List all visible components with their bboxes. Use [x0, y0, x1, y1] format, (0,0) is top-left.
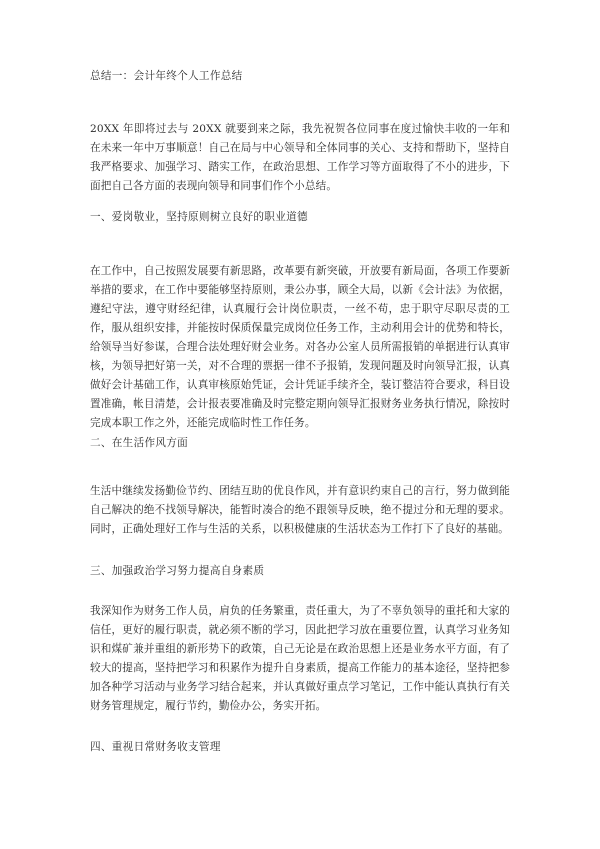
section-3-paragraph: 我深知作为财务工作人员，肩负的任务繁重，责任重大，为了不辜负领导的重托和大家的信任，更好的履行职责，就必须不断的学习，因此把学习放在重要位置，认真学习业务知识和煤矿兼并重组的新形势下的政策，自己无论是在政治思想上还是业务水平方面，有了较大的提高，坚持把学习和积累作为提升自身素质，提高工作能力的基本途径，坚持把参加各种学习活动与业务学习结合起来，并认真做好重点学习笔记，工作中能认真执行有关财务管理规定，履行节约，勤俭办公，务实开拓。 [90, 605, 510, 712]
section-1-paragraph: 在工作中，自己按照发展要有新思路，改革要有新突破，开放要有新局面，各项工作要新举措的要求，在工作中要能够坚持原则，秉公办事，顾全大局，以新《会计法》为依据，遵纪守法，遵守财经纪律，认真履行会计岗位职责，一丝不苟，忠于职守尽职尽责的工作，服从组织安排，并能按时保质保量完成岗位任务工作，主动利用会计的优势和特长，给领导当好参谋，合理合法处理好财会业务。对各办公室人员所需报销的单据进行认真审核，为领导把好第一关，对不合理的票据一律不予报销，发现问题及时向领导汇报，认真做好会计基础工作，认真审核原始凭证，会计凭证手续齐全，装订整洁符合要求，科目设置准确，帐目清楚，会计报表要准确及时完整定期向领导汇报财务业务执行情况，除按时完成本职工作之外，还能完成临时性工作任务。 [90, 265, 510, 429]
document-title: 总结一：会计年终个人工作总结 [90, 70, 243, 82]
section-3-heading: 三、加强政治学习努力提高自身素质 [90, 565, 265, 577]
section-1-heading: 一、爱岗敬业，坚持原则树立良好的职业道德 [90, 211, 308, 223]
section-4-heading: 四、重视日常财务收支管理 [90, 741, 221, 753]
section-2-paragraph: 生活中继续发扬勤俭节约、团结互助的优良作风，并有意识约束自己的言行，努力做到能自己解决的绝不找领导解决，能暂时凑合的绝不跟领导反映，绝不提过分和无理的要求。同时，正确处理好工作与生活的关系，以积极健康的生活状态为工作打下了良好的基础。 [90, 485, 510, 535]
intro-paragraph: 20XX 年即将过去与 20XX 就要到来之际，我先祝贺各位同事在度过愉快丰收的一年和在未来一年中万事顺意！自己在局与中心领导和全体同事的关心、支持和帮助下，坚持自我严格要求、加强学习、踏实工作，在政治思想、工作学习等方面取得了不小的进步，下面把自己各方面的表现向领导和同事们作个小总结。 [90, 123, 510, 192]
section-2-heading: 二、在生活作风方面 [90, 437, 189, 449]
